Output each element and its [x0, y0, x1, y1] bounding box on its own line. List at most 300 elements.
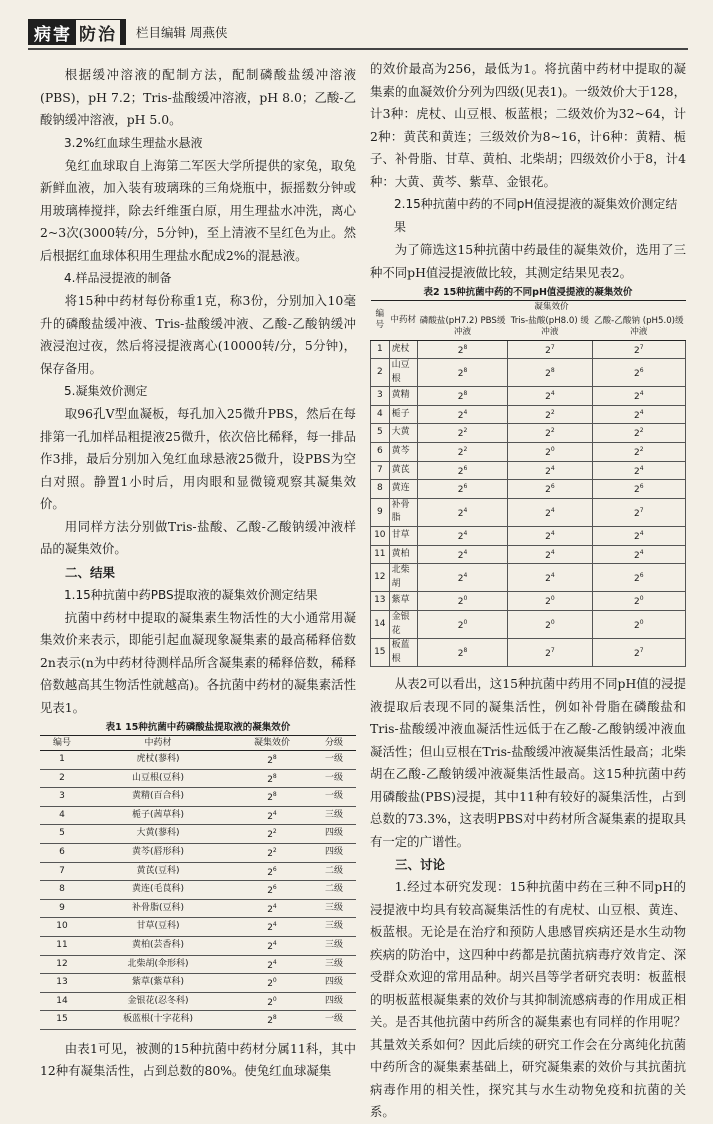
titer-exponent: 8	[272, 772, 277, 780]
herb-name: 黄芩	[389, 443, 417, 462]
row-number: 11	[371, 545, 390, 564]
row-number: 2	[40, 769, 84, 788]
section-results: 二、结果	[65, 564, 116, 580]
titer-exponent: 8	[550, 366, 555, 374]
grade: 四级	[312, 843, 356, 862]
titer-cell	[592, 545, 685, 564]
titer-base: 2	[634, 620, 640, 631]
titer-base: 2	[267, 923, 273, 934]
titer-base: 2	[457, 532, 464, 543]
titer-cell	[232, 974, 312, 993]
table1-row	[40, 992, 356, 1011]
titer-cell	[508, 340, 592, 359]
titer-exponent: 4	[639, 408, 644, 416]
paragraph-other-buffers: 用同样方法分别做Tris-盐酸、乙酸-乙酸钠缓冲液样品的凝集效价。	[40, 518, 356, 556]
titer-exponent: 4	[550, 506, 555, 514]
titer-cell	[508, 592, 592, 611]
titer-base: 2	[267, 793, 273, 804]
table1-row	[40, 974, 356, 993]
titer-base: 2	[267, 941, 273, 952]
titer-exponent: 2	[639, 446, 644, 454]
titer-exponent: 4	[463, 506, 468, 514]
table2-row	[371, 498, 686, 526]
table2-row	[371, 405, 686, 424]
titer-cell	[592, 443, 685, 462]
titer-exponent: 6	[550, 483, 555, 491]
titer-exponent: 6	[272, 884, 277, 892]
row-number: 9	[371, 498, 390, 526]
heading-titer: 5.凝集效价测定	[64, 384, 148, 398]
titer-base: 2	[267, 848, 273, 859]
herb-name: 板蓝根(十字花科)	[84, 1011, 232, 1030]
table1-caption: 表1 15种抗菌中药磷酸盐提取液的凝集效价	[105, 722, 291, 733]
titer-exponent: 4	[550, 464, 555, 472]
titer-base: 2	[545, 648, 551, 659]
titer-base: 2	[545, 429, 551, 440]
titer-cell	[592, 405, 685, 424]
titer-base: 2	[634, 345, 640, 356]
herb-name: 金银花	[389, 611, 417, 639]
titer-base: 2	[267, 774, 273, 785]
titer-exponent: 6	[639, 483, 644, 491]
titer-cell	[508, 611, 592, 639]
herb-name: 大黄(蓼科)	[84, 825, 232, 844]
titer-exponent: 2	[272, 828, 277, 836]
table1-header: 凝集效价	[232, 736, 312, 751]
grade: 三级	[312, 899, 356, 918]
herb-name: 补骨脂	[389, 498, 417, 526]
titer-base: 2	[457, 410, 464, 421]
titer-exponent: 0	[272, 995, 277, 1003]
titer-base: 2	[457, 597, 464, 608]
table2-group-header: 凝集效价	[534, 302, 569, 312]
table2-row	[371, 443, 686, 462]
row-number: 4	[371, 405, 390, 424]
titer-base: 2	[545, 392, 551, 403]
row-number: 2	[371, 359, 390, 387]
row-number: 8	[40, 881, 84, 900]
table2-caption: 表2 15种抗菌中药的不同pH值浸提液的凝集效价	[423, 287, 633, 298]
titer-base: 2	[634, 648, 640, 659]
titer-base: 2	[457, 648, 464, 659]
badge-sub: 防治	[76, 20, 120, 45]
table2-row	[371, 639, 686, 667]
titer-base: 2	[634, 485, 640, 496]
editor-name: 周燕侠	[190, 25, 228, 40]
table2-row	[371, 592, 686, 611]
row-number: 13	[371, 592, 390, 611]
titer-base: 2	[267, 811, 273, 822]
herb-name: 山豆根	[389, 359, 417, 387]
titer-cell	[417, 611, 507, 639]
titer-exponent: 2	[550, 408, 555, 416]
herb-name: 黄芩(唇形科)	[84, 843, 232, 862]
titer-cell	[592, 424, 685, 443]
titer-cell	[417, 387, 507, 406]
titer-cell	[417, 443, 507, 462]
titer-base: 2	[457, 392, 464, 403]
titer-exponent: 8	[272, 754, 277, 761]
table1-row	[40, 1011, 356, 1030]
titer-exponent: 6	[272, 865, 277, 873]
row-number: 5	[371, 424, 390, 443]
heading-result-2: 2.15种抗菌中药的不同pH值浸提液的凝集效价测定结果	[394, 197, 678, 234]
herb-name: 栀子(茜草科)	[84, 806, 232, 825]
titer-exponent: 4	[272, 809, 277, 817]
titer-base: 2	[634, 392, 640, 403]
row-number: 6	[371, 443, 390, 462]
titer-exponent: 4	[550, 530, 555, 538]
herb-name: 紫草(紫草科)	[84, 974, 232, 993]
titer-exponent: 4	[639, 530, 644, 538]
titer-exponent: 7	[550, 343, 555, 351]
table1-row	[40, 955, 356, 974]
titer-base: 2	[545, 597, 551, 608]
titer-base: 2	[267, 867, 273, 878]
titer-exponent: 4	[463, 530, 468, 538]
badge-main: 病害	[34, 24, 72, 45]
paragraph-result-1: 抗菌中药材中提取的凝集素生物活性的大小通常用凝集效价来表示，即能引起血凝现象凝集素的最高稀释倍数2n表示(n为中药材待测样品所含凝集素的稀释倍数，稀释倍数越高其生物活性就越高)。各抗菌中药材的凝集素活性见表1。	[40, 609, 356, 715]
grade: 二级	[312, 862, 356, 881]
titer-base: 2	[634, 410, 640, 421]
titer-cell	[508, 387, 592, 406]
titer-base: 2	[457, 429, 464, 440]
table1-row	[40, 843, 356, 862]
titer-exponent: 7	[639, 506, 644, 514]
row-number: 3	[371, 387, 390, 406]
row-number: 5	[40, 825, 84, 844]
herb-name: 黄柏	[389, 545, 417, 564]
titer-base: 2	[634, 368, 640, 379]
titer-cell	[508, 564, 592, 592]
titer-base: 2	[545, 410, 551, 421]
table1-header: 分级	[312, 736, 356, 751]
titer-base: 2	[457, 550, 464, 561]
titer-exponent: 4	[272, 958, 277, 966]
herb-name: 黄柏(芸香科)	[84, 936, 232, 955]
titer-base: 2	[267, 997, 273, 1008]
titer-cell	[508, 480, 592, 499]
titer-base: 2	[267, 1016, 273, 1027]
row-number: 15	[371, 639, 390, 667]
titer-exponent: 0	[463, 618, 468, 626]
table2-row	[371, 424, 686, 443]
paragraph-rbc: 兔红血球取自上海第二军医大学所提供的家兔，取兔新鲜血液，加入装有玻璃珠的三角烧瓶中，振摇数分钟或用玻璃棒搅拌，除去纤维蛋白原，用生理盐水冲洗，离心2~3次(3000转/分，5分钟)，至上清液不呈红色为止。然后根据红血球体积用生理盐水配成2%的混悬液。	[40, 157, 356, 263]
titer-cell	[592, 564, 685, 592]
titer-cell	[592, 461, 685, 480]
titer-cell	[232, 806, 312, 825]
titer-exponent: 0	[463, 595, 468, 603]
titer-exponent: 0	[639, 595, 644, 603]
row-number: 1	[40, 751, 84, 770]
titer-exponent: 4	[272, 902, 277, 910]
row-number: 9	[40, 899, 84, 918]
editor-credit	[136, 23, 228, 41]
section-discussion: 三、讨论	[395, 857, 446, 873]
titer-cell	[417, 405, 507, 424]
titer-cell	[508, 498, 592, 526]
titer-cell	[417, 498, 507, 526]
row-number: 11	[40, 936, 84, 955]
table1-header: 编号	[40, 736, 84, 751]
page-header	[28, 18, 688, 46]
herb-name: 大黄	[389, 424, 417, 443]
table1-row	[40, 788, 356, 807]
titer-exponent: 0	[550, 618, 555, 626]
titer-exponent: 2	[463, 427, 468, 435]
row-number: 13	[40, 974, 84, 993]
row-number: 8	[371, 480, 390, 499]
titer-exponent: 4	[463, 408, 468, 416]
titer-cell	[232, 899, 312, 918]
titer-cell	[417, 424, 507, 443]
titer-base: 2	[457, 368, 464, 379]
titer-cell	[232, 862, 312, 881]
herb-name: 黄芪(豆科)	[84, 862, 232, 881]
titer-exponent: 4	[639, 464, 644, 472]
table2-row	[371, 545, 686, 564]
titer-cell	[592, 387, 685, 406]
titer-exponent: 4	[550, 572, 555, 580]
titer-cell	[417, 592, 507, 611]
titer-exponent: 2	[272, 846, 277, 854]
titer-cell	[592, 359, 685, 387]
titer-exponent: 0	[550, 595, 555, 603]
titer-exponent: 0	[639, 618, 644, 626]
titer-cell	[592, 639, 685, 667]
titer-cell	[508, 443, 592, 462]
herb-name: 黄连	[389, 480, 417, 499]
table1-row	[40, 881, 356, 900]
column-badge	[28, 19, 126, 45]
titer-base: 2	[457, 466, 464, 477]
titer-base: 2	[267, 756, 273, 766]
titer-base: 2	[545, 532, 551, 543]
titer-cell	[417, 545, 507, 564]
titer-base: 2	[267, 904, 273, 915]
paragraph-discussion: 1.经过本研究发现：15种抗菌中药在三种不同pH的浸提液中均具有较高凝集活性的有虎杖、山豆根、黄连、板蓝根。无论是在治疗和预防人患感冒疾病还是水生动物疾病的防治中，这四种中药都是抗菌抗病毒疗效肯定、深受群众欢迎的常用品种。胡兴昌等学者研究表明：板蓝根的明板蓝根凝集素的效价与其抑制流感病毒的作用成正相关。是否其他抗菌中药所含的凝集素也有同样的作用呢？其量效关系如何？因此后续的研究工作会在分离纯化抗菌中药所含的凝集素基础上，研究凝集素的效价与其抗菌抗病毒作用的相关性，探究其与水生动物免疫和抗菌的关系。	[370, 879, 686, 1120]
grade: 四级	[312, 825, 356, 844]
table2-row	[371, 387, 686, 406]
titer-exponent: 7	[550, 646, 555, 654]
table1-row	[40, 806, 356, 825]
titer-base: 2	[457, 485, 464, 496]
paragraph-ph-analysis: 从表2可以看出，这15种抗菌中药用不同pH值的浸提液提取后表现不同的凝集活性，例如补骨脂在磷酸盐和Tris-盐酸缓冲液血凝活性远低于在乙酸-乙酸钠缓冲液血凝活性；但山豆根在Tris-盐酸缓冲液凝集活性最高；北柴胡在乙酸-乙酸钠缓冲液凝集活性最高。这15种抗菌中药用磷酸盐(PBS)浸提，其中11种有较好的凝集活性，占到总数的73.3%，这表明PBS对中药材所含凝集素的提取具有一定的广谱性。	[370, 676, 686, 849]
titer-exponent: 7	[639, 646, 644, 654]
herb-name: 补骨脂(豆科)	[84, 899, 232, 918]
titer-base: 2	[545, 345, 551, 356]
titer-base: 2	[457, 448, 464, 459]
table2-row	[371, 461, 686, 480]
titer-exponent: 0	[550, 446, 555, 454]
titer-exponent: 4	[272, 939, 277, 947]
row-number: 14	[40, 992, 84, 1011]
titer-cell	[508, 527, 592, 546]
editor-label: 栏目编辑	[136, 25, 187, 40]
titer-cell	[232, 843, 312, 862]
herb-name: 虎杖(蓼科)	[84, 751, 232, 770]
header-rule	[28, 48, 688, 50]
table1-row	[40, 769, 356, 788]
titer-base: 2	[545, 448, 551, 459]
row-number: 10	[40, 918, 84, 937]
heading-result-1: 1.15种抗菌中药PBS提取液的凝集效价测定结果	[64, 587, 318, 602]
titer-cell	[508, 639, 592, 667]
herb-name: 黄芪	[389, 461, 417, 480]
titer-exponent: 6	[639, 572, 644, 580]
table2-header: 磷酸盐(pH7.2) PBS缓冲液	[417, 315, 507, 341]
grade: 二级	[312, 881, 356, 900]
row-number: 12	[371, 564, 390, 592]
titer-cell	[232, 918, 312, 937]
titer-exponent: 6	[639, 366, 644, 374]
grade: 一级	[312, 751, 356, 770]
heading-rbc: 3.2%红血球生理盐水悬液	[64, 135, 203, 150]
titer-cell	[508, 545, 592, 564]
table2-header: Tris-盐酸(pH8.0) 缓冲液	[508, 315, 592, 341]
titer-base: 2	[545, 620, 551, 631]
row-number: 1	[371, 340, 390, 359]
titer-base: 2	[267, 979, 273, 990]
titer-exponent: 8	[272, 791, 277, 799]
titer-cell	[232, 992, 312, 1011]
table1-row	[40, 936, 356, 955]
herb-name: 黄精(百合科)	[84, 788, 232, 807]
titer-cell	[417, 461, 507, 480]
row-number: 4	[40, 806, 84, 825]
titer-cell	[232, 825, 312, 844]
row-number: 7	[40, 862, 84, 881]
titer-cell	[232, 955, 312, 974]
titer-base: 2	[634, 550, 640, 561]
titer-base: 2	[634, 532, 640, 543]
titer-base: 2	[457, 345, 464, 356]
table1-row	[40, 862, 356, 881]
titer-exponent: 4	[550, 548, 555, 556]
titer-base: 2	[634, 429, 640, 440]
paragraph-titer: 取96孔V型血凝板，每孔加入25微升PBS，然后在每排第一孔加样品粗提液25微升，依次倍比稀释，每一排品作3排，最后分别加入兔红血球悬液25微升，设PBS为空白对照。静置1小时后，用肉眼和显微镜观察其凝集效价。	[40, 406, 356, 511]
titer-base: 2	[545, 368, 551, 379]
titer-base: 2	[545, 508, 551, 519]
titer-exponent: 2	[463, 446, 468, 454]
titer-cell	[417, 359, 507, 387]
titer-base: 2	[634, 574, 640, 585]
table1	[40, 735, 356, 1030]
titer-exponent: 2	[639, 427, 644, 435]
titer-base: 2	[267, 830, 273, 841]
herb-name: 紫草	[389, 592, 417, 611]
herb-name: 黄精	[389, 387, 417, 406]
herb-name: 山豆根(豆科)	[84, 769, 232, 788]
herb-name: 金银花(忍冬科)	[84, 992, 232, 1011]
titer-base: 2	[545, 550, 551, 561]
titer-cell	[232, 1011, 312, 1030]
titer-cell	[417, 340, 507, 359]
titer-exponent: 0	[272, 977, 277, 985]
grade: 四级	[312, 992, 356, 1011]
row-number: 15	[40, 1011, 84, 1030]
titer-cell	[232, 769, 312, 788]
titer-base: 2	[545, 466, 551, 477]
paragraph-buffer-prep: 根据缓冲溶液的配制方法，配制磷酸盐缓冲溶液(PBS)，pH 7.2；Tris-盐酸缓冲溶液，pH 8.0；乙酸-乙酸钠缓冲溶液，pH 5.0。	[40, 67, 356, 127]
titer-exponent: 8	[463, 646, 468, 654]
titer-cell	[508, 461, 592, 480]
titer-cell	[417, 639, 507, 667]
row-number: 12	[40, 955, 84, 974]
titer-exponent: 4	[639, 548, 644, 556]
titer-base: 2	[457, 574, 464, 585]
table1-header: 中药材	[84, 736, 232, 751]
table2-row	[371, 611, 686, 639]
titer-cell	[232, 788, 312, 807]
titer-cell	[232, 936, 312, 955]
table1-row	[40, 751, 356, 770]
titer-cell	[417, 527, 507, 546]
herb-name: 北柴胡(伞形科)	[84, 955, 232, 974]
titer-base: 2	[457, 508, 464, 519]
herb-name: 栀子	[389, 405, 417, 424]
table2	[370, 300, 686, 667]
titer-base: 2	[267, 960, 273, 971]
titer-exponent: 4	[639, 390, 644, 398]
titer-cell	[592, 527, 685, 546]
table2-header: 编号	[371, 301, 390, 341]
titer-exponent: 8	[463, 343, 468, 351]
titer-base: 2	[457, 620, 464, 631]
table2-row	[371, 340, 686, 359]
table2-header: 中药材	[389, 301, 417, 341]
herb-name: 板蓝根	[389, 639, 417, 667]
titer-exponent: 8	[463, 390, 468, 398]
titer-exponent: 4	[463, 572, 468, 580]
table2-row	[371, 527, 686, 546]
row-number: 6	[40, 843, 84, 862]
titer-exponent: 8	[272, 1014, 277, 1022]
titer-cell	[592, 592, 685, 611]
paragraph-table1-summary: 由表1可见，被测的15种抗菌中药材分属11科，其中12种有凝集活性，占到总数的80%。使兔红血球凝集	[40, 1040, 356, 1079]
left-column	[40, 64, 356, 1083]
titer-base: 2	[634, 508, 640, 519]
table1-row	[40, 918, 356, 937]
titer-exponent: 6	[463, 464, 468, 472]
paragraph-sample-prep: 将15种中药材每份称重1克，称3份，分别加入10毫升的磷酸盐缓冲液、Tris-盐酸缓冲液、乙酸-乙酸钠缓冲液浸泡过夜，然后将浸提液离心(10000转/分，5分钟)，保存备用。	[40, 293, 356, 376]
titer-cell	[592, 498, 685, 526]
titer-cell	[417, 480, 507, 499]
herb-name: 甘草	[389, 527, 417, 546]
titer-base: 2	[634, 597, 640, 608]
grade: 三级	[312, 918, 356, 937]
titer-cell	[592, 611, 685, 639]
titer-cell	[508, 405, 592, 424]
titer-exponent: 6	[463, 483, 468, 491]
herb-name: 黄连(毛茛科)	[84, 881, 232, 900]
titer-exponent: 2	[550, 427, 555, 435]
heading-sample-prep: 4.样品浸提液的制备	[64, 271, 172, 285]
grade: 三级	[312, 936, 356, 955]
grade: 三级	[312, 806, 356, 825]
titer-exponent: 4	[272, 921, 277, 929]
grade: 一级	[312, 1011, 356, 1030]
table1-row	[40, 825, 356, 844]
paragraph-ph-compare: 为了筛选这15种抗菌中药最佳的凝集效价，选用了三种不同pH值浸提液做比较，其测定结果见表2。	[370, 242, 686, 280]
paragraph-grades: 的效价最高为256，最低为1。将抗菌中药材中提取的凝集素的血凝效价分列为四级(见表1)。一级效价大于128，计3种：虎杖、山豆根、板蓝根；二级效价为32~64，计2种：黄芪和黄连；三级效价为8~16，计6种：黄精、栀子、补骨脂、甘草、黄柏、北柴胡；四级效价小于8，计4种：大黄、黄芩、紫草、金银花。	[370, 61, 686, 189]
herb-name: 甘草(豆科)	[84, 918, 232, 937]
grade: 四级	[312, 974, 356, 993]
herb-name: 虎杖	[389, 340, 417, 359]
titer-exponent: 4	[550, 390, 555, 398]
herb-name: 北柴胡	[389, 564, 417, 592]
titer-cell	[592, 340, 685, 359]
